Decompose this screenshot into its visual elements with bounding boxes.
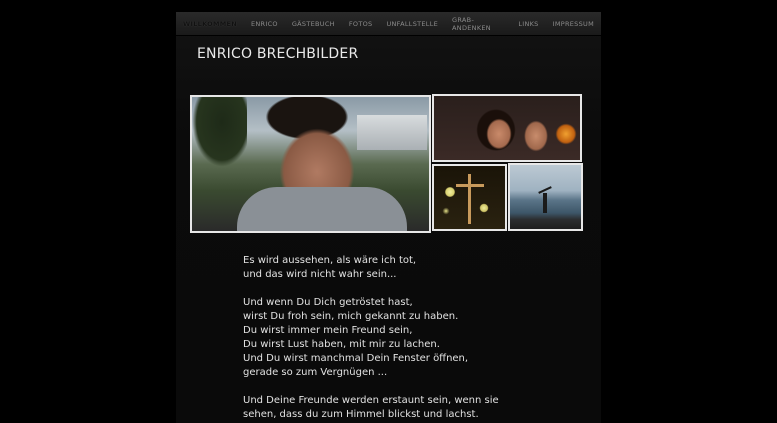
photo-tree-shape bbox=[192, 97, 247, 167]
poem-line: und das wird nicht wahr sein... bbox=[243, 269, 397, 280]
sea-figure-photo bbox=[508, 163, 583, 231]
couple-photo bbox=[432, 94, 582, 162]
nav-item-fotos[interactable]: FOTOS bbox=[348, 19, 373, 28]
cross-vertical bbox=[468, 174, 471, 224]
poem-line: gerade so zum Vergnügen ... bbox=[243, 367, 388, 378]
poem-line: Es wird aussehen, als wäre ich tot, bbox=[243, 255, 417, 266]
portrait-photo bbox=[190, 95, 431, 233]
page-title: ENRICO BRECHBILDER bbox=[197, 46, 359, 62]
nav-item-grab-andenken[interactable]: GRAB-ANDENKEN bbox=[452, 15, 491, 32]
poem-line: Und wenn Du Dich getröstet hast, bbox=[243, 297, 413, 308]
nav-item-gaestebuch[interactable]: GÄSTEBUCH bbox=[291, 19, 335, 28]
nav-item-enrico[interactable]: ENRICO bbox=[250, 19, 278, 28]
poem-line: sehen, dass du zum Himmel blickst und lachst. bbox=[243, 409, 479, 420]
poem-line: Und Du wirst manchmal Dein Fenster öffnen, bbox=[243, 353, 469, 364]
nav-item-impressum[interactable]: IMPRESSUM bbox=[552, 19, 594, 28]
nav-item-unfallstelle[interactable]: UNFALLSTELLE bbox=[386, 19, 439, 28]
page-container bbox=[176, 12, 601, 423]
figure-silhouette bbox=[543, 193, 547, 213]
nav-item-willkommen[interactable]: WILLKOMMEN bbox=[183, 19, 237, 28]
cross-horizontal bbox=[456, 184, 484, 187]
photo-shirt-shape bbox=[237, 187, 407, 233]
photo-building-shape bbox=[357, 115, 427, 150]
poem-line: Du wirst immer mein Freund sein, bbox=[243, 325, 413, 336]
poem-line: Du wirst Lust haben, mit mir zu lachen. bbox=[243, 339, 440, 350]
poem-line: Und Deine Freunde werden erstaunt sein, wenn sie bbox=[243, 395, 499, 406]
poem-line: wirst Du froh sein, mich gekannt zu haben. bbox=[243, 311, 459, 322]
cross-flowers-photo bbox=[432, 164, 507, 231]
nav-item-links[interactable]: LINKS bbox=[518, 19, 539, 28]
poem-text bbox=[243, 254, 573, 422]
main-navigation bbox=[176, 12, 601, 36]
